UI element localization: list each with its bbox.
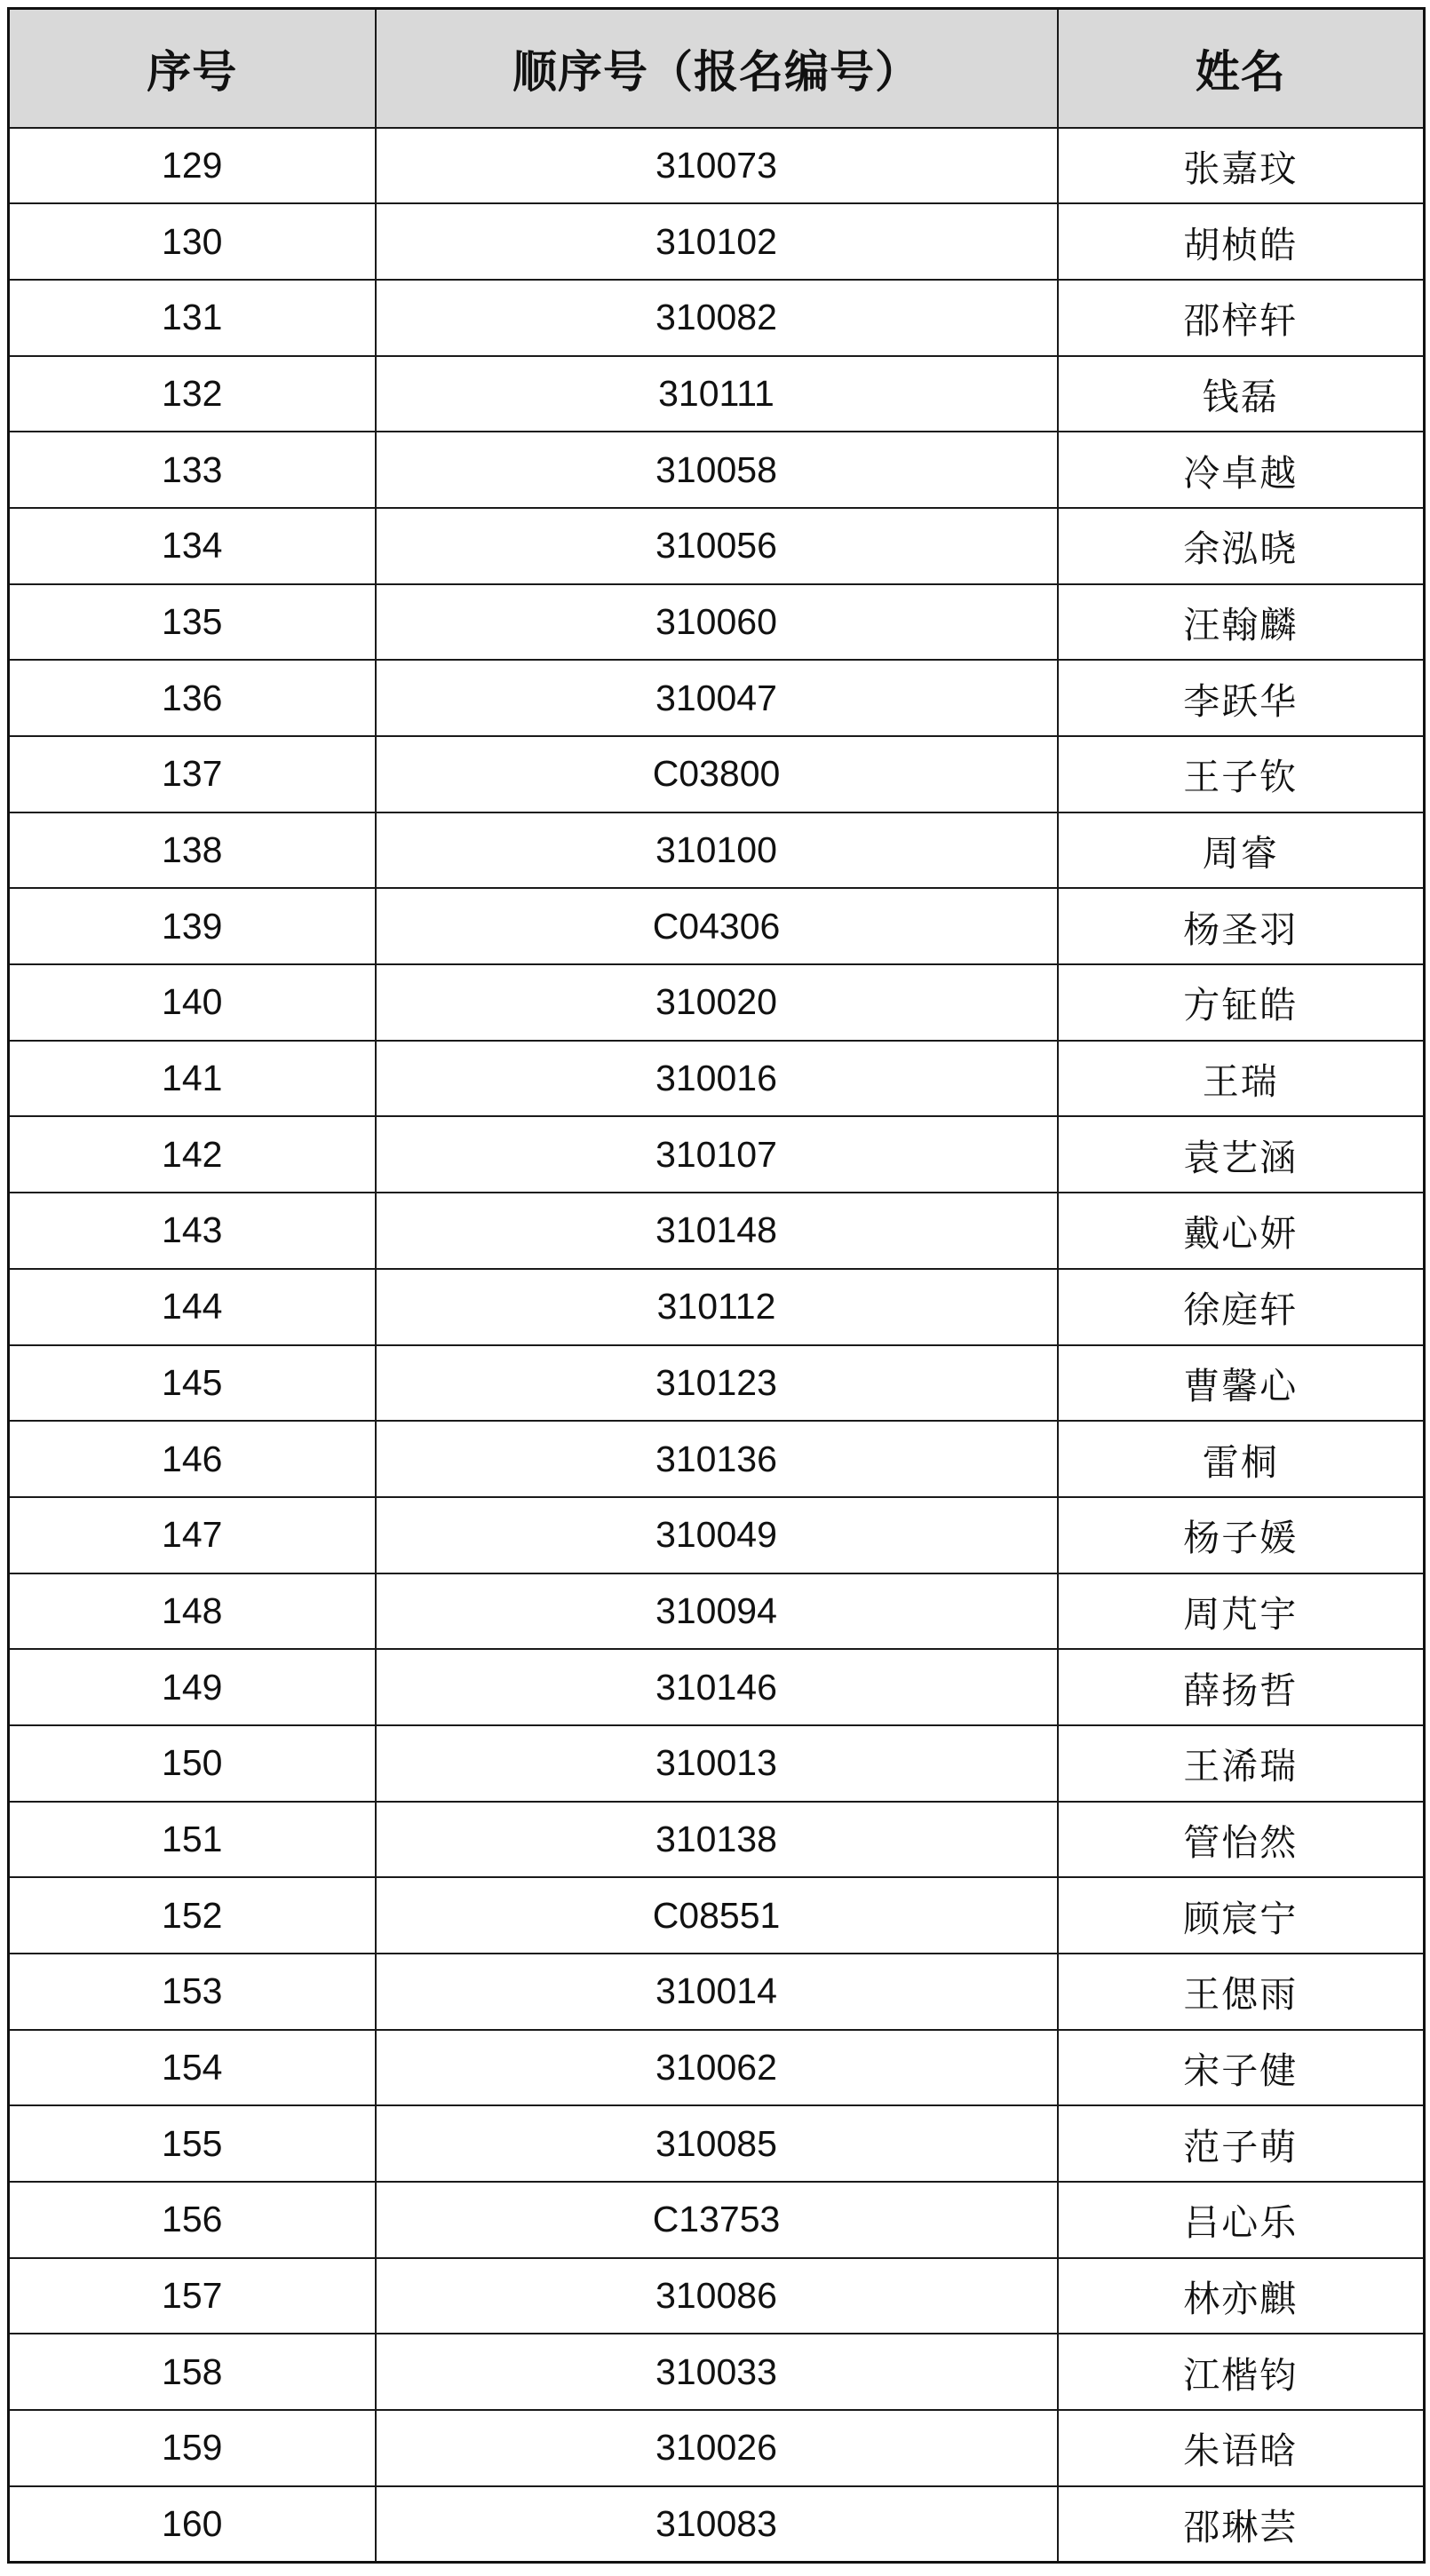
cell-seq: 144: [9, 1269, 376, 1345]
cell-name: 李跃华: [1058, 660, 1425, 736]
header-registration-number: 顺序号（报名编号）: [376, 9, 1058, 128]
cell-seq: 159: [9, 2410, 376, 2486]
table-row: [9, 128, 1425, 204]
cell-registration-number: 310014: [376, 1954, 1058, 2030]
cell-seq: 160: [9, 2486, 376, 2563]
cell-seq: 151: [9, 1802, 376, 1878]
cell-name: 王瑞: [1058, 1041, 1425, 1117]
table-row: [9, 812, 1425, 889]
cell-name: 薛扬哲: [1058, 1649, 1425, 1725]
cell-registration-number: 310100: [376, 812, 1058, 889]
cell-registration-number: 310058: [376, 432, 1058, 508]
table-row: [9, 1725, 1425, 1802]
table-row: [9, 2486, 1425, 2563]
cell-seq: 145: [9, 1345, 376, 1422]
cell-registration-number: 310056: [376, 508, 1058, 584]
cell-name: 余泓晓: [1058, 508, 1425, 584]
table-row: [9, 1116, 1425, 1193]
table-row: [9, 280, 1425, 356]
cell-seq: 147: [9, 1497, 376, 1573]
cell-registration-number: 310013: [376, 1725, 1058, 1802]
table-row: [9, 1802, 1425, 1878]
cell-registration-number: 310060: [376, 584, 1058, 661]
cell-name: 戴心妍: [1058, 1193, 1425, 1269]
table-row: [9, 203, 1425, 280]
cell-name: 顾宸宁: [1058, 1877, 1425, 1954]
cell-seq: 139: [9, 888, 376, 964]
cell-name: 胡桢皓: [1058, 203, 1425, 280]
table-row: [9, 1269, 1425, 1345]
cell-seq: 154: [9, 2030, 376, 2106]
cell-seq: 136: [9, 660, 376, 736]
cell-registration-number: 310136: [376, 1421, 1058, 1497]
cell-name: 方钲皓: [1058, 964, 1425, 1041]
cell-seq: 152: [9, 1877, 376, 1954]
cell-seq: 133: [9, 432, 376, 508]
cell-name: 汪翰麟: [1058, 584, 1425, 661]
cell-registration-number: 310148: [376, 1193, 1058, 1269]
cell-registration-number: 310020: [376, 964, 1058, 1041]
cell-seq: 153: [9, 1954, 376, 2030]
cell-registration-number: 310112: [376, 1269, 1058, 1345]
table-row: [9, 888, 1425, 964]
cell-registration-number: 310111: [376, 356, 1058, 432]
cell-seq: 150: [9, 1725, 376, 1802]
cell-name: 袁艺涵: [1058, 1116, 1425, 1193]
cell-seq: 135: [9, 584, 376, 661]
cell-name: 范子萌: [1058, 2105, 1425, 2182]
cell-name: 林亦麒: [1058, 2258, 1425, 2334]
cell-registration-number: 310086: [376, 2258, 1058, 2334]
cell-registration-number: 310138: [376, 1802, 1058, 1878]
cell-registration-number: 310026: [376, 2410, 1058, 2486]
table-row: [9, 432, 1425, 508]
header-row: [9, 9, 1425, 128]
cell-name: 吕心乐: [1058, 2182, 1425, 2258]
cell-name: 管怡然: [1058, 1802, 1425, 1878]
table-header: [9, 9, 1425, 128]
table-row: [9, 1193, 1425, 1269]
cell-registration-number: 310082: [376, 280, 1058, 356]
table-row: [9, 1421, 1425, 1497]
cell-name: 杨子媛: [1058, 1497, 1425, 1573]
table-row: [9, 1345, 1425, 1422]
cell-name: 徐庭轩: [1058, 1269, 1425, 1345]
cell-registration-number: C04306: [376, 888, 1058, 964]
table-row: [9, 1497, 1425, 1573]
table-row: [9, 736, 1425, 812]
table-row: [9, 660, 1425, 736]
table-row: [9, 1954, 1425, 2030]
table-row: [9, 2182, 1425, 2258]
table-row: [9, 1649, 1425, 1725]
cell-name: 朱语晗: [1058, 2410, 1425, 2486]
table-body: [9, 128, 1425, 2563]
cell-name: 冷卓越: [1058, 432, 1425, 508]
cell-name: 曹馨心: [1058, 1345, 1425, 1422]
cell-name: 雷桐: [1058, 1421, 1425, 1497]
header-name: 姓名: [1058, 9, 1425, 128]
table-row: [9, 2258, 1425, 2334]
cell-registration-number: 310107: [376, 1116, 1058, 1193]
cell-seq: 137: [9, 736, 376, 812]
cell-seq: 143: [9, 1193, 376, 1269]
table-row: [9, 2410, 1425, 2486]
cell-name: 邵琳芸: [1058, 2486, 1425, 2563]
table-row: [9, 508, 1425, 584]
table-row: [9, 2105, 1425, 2182]
cell-name: 张嘉玟: [1058, 128, 1425, 204]
cell-seq: 148: [9, 1573, 376, 1650]
cell-seq: 130: [9, 203, 376, 280]
table-row: [9, 584, 1425, 661]
cell-registration-number: 310123: [376, 1345, 1058, 1422]
cell-registration-number: 310083: [376, 2486, 1058, 2563]
cell-registration-number: 310146: [376, 1649, 1058, 1725]
cell-registration-number: 310073: [376, 128, 1058, 204]
cell-seq: 146: [9, 1421, 376, 1497]
roster-table: [7, 7, 1426, 2564]
cell-seq: 156: [9, 2182, 376, 2258]
cell-registration-number: C13753: [376, 2182, 1058, 2258]
cell-name: 杨圣羽: [1058, 888, 1425, 964]
cell-registration-number: C08551: [376, 1877, 1058, 1954]
cell-registration-number: 310049: [376, 1497, 1058, 1573]
cell-registration-number: 310016: [376, 1041, 1058, 1117]
cell-registration-number: 310033: [376, 2334, 1058, 2410]
cell-name: 钱磊: [1058, 356, 1425, 432]
cell-seq: 131: [9, 280, 376, 356]
cell-seq: 129: [9, 128, 376, 204]
cell-name: 邵梓轩: [1058, 280, 1425, 356]
table-row: [9, 356, 1425, 432]
cell-registration-number: 310102: [376, 203, 1058, 280]
cell-name: 王子钦: [1058, 736, 1425, 812]
table-row: [9, 1573, 1425, 1650]
table-row: [9, 1877, 1425, 1954]
roster-sheet: [7, 7, 1423, 2569]
cell-seq: 155: [9, 2105, 376, 2182]
cell-name: 周芃宇: [1058, 1573, 1425, 1650]
cell-seq: 134: [9, 508, 376, 584]
header-seq: 序号: [9, 9, 376, 128]
cell-registration-number: C03800: [376, 736, 1058, 812]
cell-registration-number: 310062: [376, 2030, 1058, 2106]
cell-name: 江楷钧: [1058, 2334, 1425, 2410]
cell-seq: 138: [9, 812, 376, 889]
cell-seq: 157: [9, 2258, 376, 2334]
table-row: [9, 2030, 1425, 2106]
cell-name: 宋子健: [1058, 2030, 1425, 2106]
cell-seq: 149: [9, 1649, 376, 1725]
cell-name: 王浠瑞: [1058, 1725, 1425, 1802]
cell-seq: 141: [9, 1041, 376, 1117]
cell-seq: 158: [9, 2334, 376, 2410]
cell-seq: 140: [9, 964, 376, 1041]
cell-registration-number: 310094: [376, 1573, 1058, 1650]
cell-seq: 132: [9, 356, 376, 432]
table-row: [9, 2334, 1425, 2410]
cell-seq: 142: [9, 1116, 376, 1193]
table-row: [9, 964, 1425, 1041]
table-row: [9, 1041, 1425, 1117]
cell-name: 周睿: [1058, 812, 1425, 889]
cell-registration-number: 310047: [376, 660, 1058, 736]
cell-name: 王偲雨: [1058, 1954, 1425, 2030]
cell-registration-number: 310085: [376, 2105, 1058, 2182]
